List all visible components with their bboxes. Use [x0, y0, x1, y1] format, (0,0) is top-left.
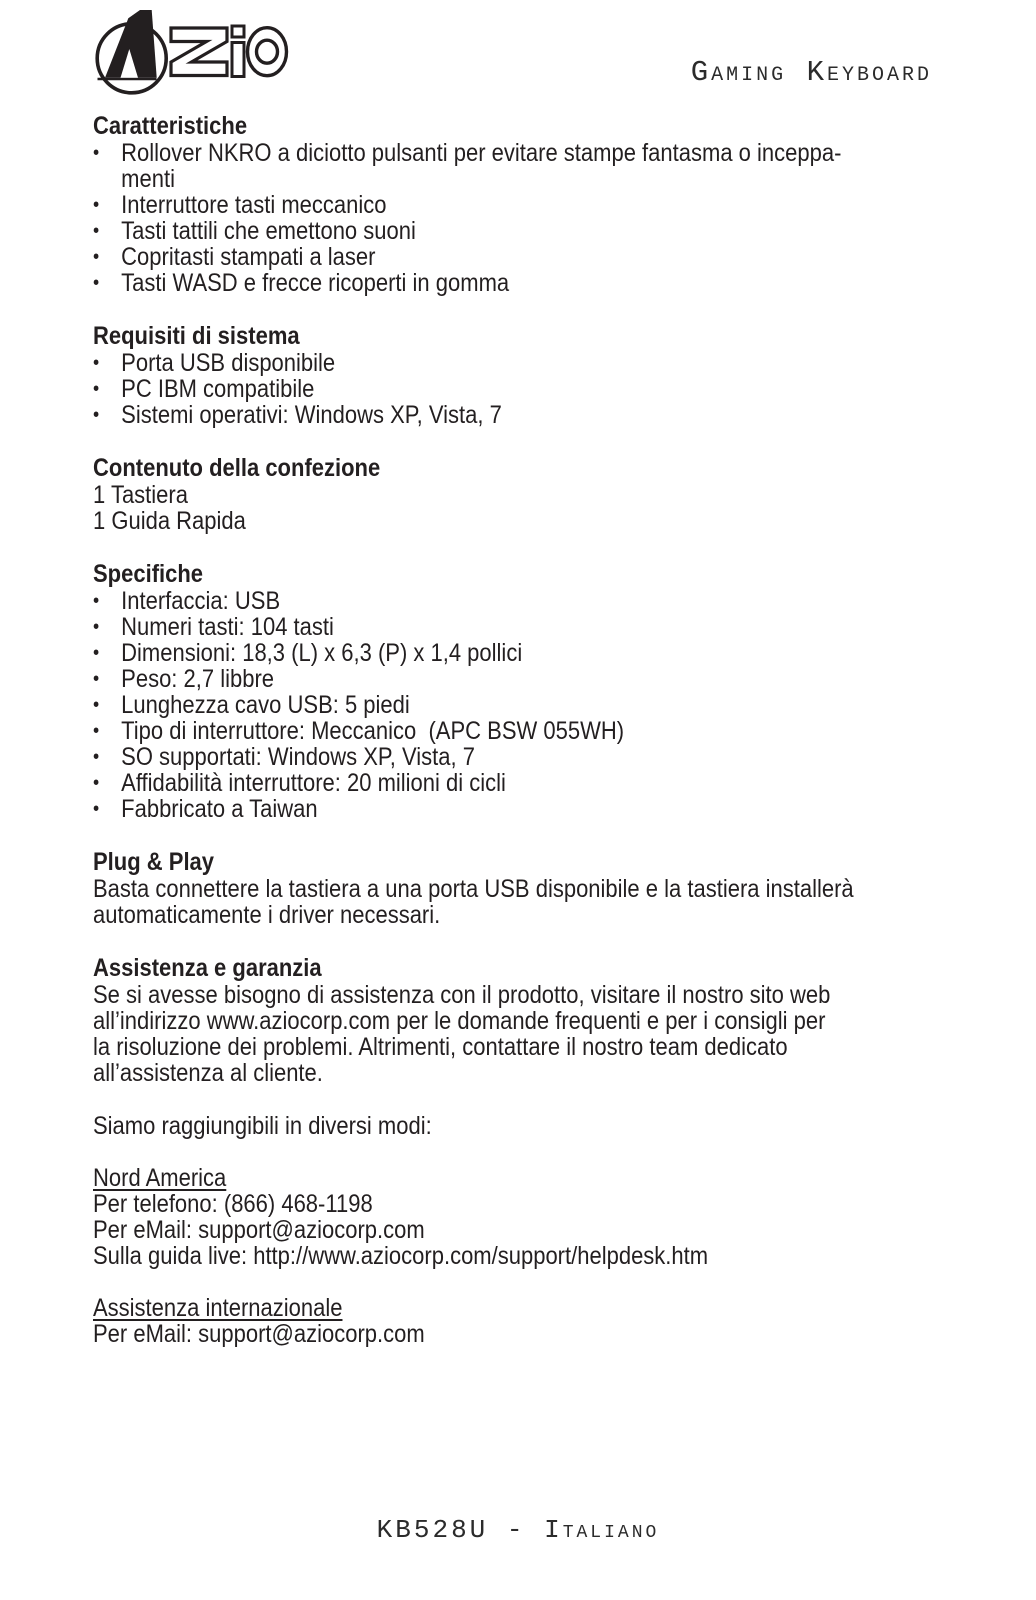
bullet-icon: • [93, 378, 100, 400]
text-line: Tasti WASD e frecce ricoperti in gomma [121, 269, 510, 297]
bullet-item [93, 270, 933, 296]
bullet-text [121, 402, 932, 428]
text-line: Peso: 2,7 libbre [121, 665, 275, 693]
text-line: Copritasti stampati a laser [121, 243, 376, 271]
bullet-text [121, 770, 932, 796]
text-line: Per telefono: (866) 468-1198 [93, 1190, 373, 1218]
section-title: Specifiche [93, 560, 204, 588]
bullet-item [93, 402, 933, 428]
text-line: Tipo di interruttore: Meccanico (APC BSW 055WH) [121, 717, 625, 745]
bullet-icon: • [93, 720, 100, 742]
section-title: Contenuto della confezione [93, 454, 381, 482]
text-line: Basta connettere la tastiera a una porta USB disponibile e la tastiera installerà [93, 875, 854, 903]
section-contenuto [93, 455, 933, 534]
bullet-item [93, 692, 933, 718]
bullet-icon: • [93, 272, 100, 294]
text-line: Tasti tattili che emettono suoni [121, 217, 416, 245]
bullet-item [93, 244, 933, 270]
bullet-item [93, 192, 933, 218]
text-line: Se si avesse bisogno di assistenza con il prodotto, visitare il nostro sito web [93, 981, 831, 1009]
bullet-text [121, 218, 932, 244]
bullet-icon: • [93, 352, 100, 374]
text-line: Dimensioni: 18,3 (L) x 6,3 (P) x 1,4 pollici [121, 639, 523, 667]
section-caratteristiche [93, 113, 933, 296]
document-body [93, 113, 933, 1347]
section-title: Requisiti di sistema [93, 322, 300, 350]
text-line: SO supportati: Windows XP, Vista, 7 [121, 743, 475, 771]
section-title: Plug & Play [93, 848, 215, 876]
logo-letter-o-outer [248, 28, 287, 76]
bullet-text [121, 588, 932, 614]
bullet-icon: • [93, 404, 100, 426]
text-line: all’indirizzo www.aziocorp.com per le domande frequenti e per i consigli per [93, 1007, 826, 1035]
bullet-item [93, 718, 933, 744]
bullet-item [93, 744, 933, 770]
bullet-icon: • [93, 220, 100, 242]
contact-group-title: Assistenza internazionale [93, 1294, 343, 1322]
bullet-icon: • [93, 142, 100, 164]
logo-letter-z [171, 28, 227, 76]
bullet-icon: • [93, 616, 100, 638]
text-line: Interruttore tasti meccanico [121, 191, 387, 219]
bullet-item [93, 640, 933, 666]
text-line: Rollover NKRO a diciotto pulsanti per evitare stampe fantasma o inceppa- [121, 139, 842, 167]
contact-group-title: Nord America [93, 1164, 227, 1192]
bullet-text [121, 692, 932, 718]
text-line: Sistemi operativi: Windows XP, Vista, 7 [121, 401, 502, 429]
text-line: Interfaccia: USB [121, 587, 281, 615]
bullet-item [93, 350, 933, 376]
text-line: Numeri tasti: 104 tasti [121, 613, 334, 641]
text-line: Affidabilità interruttore: 20 milioni di cicli [121, 769, 506, 797]
text-line: Sulla guida live: http://www.aziocorp.com/support/helpdesk.htm [93, 1242, 709, 1270]
page-footer-model-label: KB528U - Italiano [376, 1515, 660, 1545]
bullet-text [121, 244, 932, 270]
bullet-item [93, 770, 933, 796]
section-requisiti [93, 323, 933, 428]
bullet-item [93, 614, 933, 640]
bullet-icon: • [93, 642, 100, 664]
bullet-text [121, 614, 932, 640]
bullet-text [121, 640, 932, 666]
contact-group-international [93, 1295, 933, 1347]
text-line: menti [121, 165, 175, 193]
text-line: 1 Tastiera [93, 481, 188, 509]
text-line: Fabbricato a Taiwan [121, 795, 318, 823]
bullet-text [121, 718, 932, 744]
text-line: Lunghezza cavo USB: 5 piedi [121, 691, 410, 719]
bullet-icon: • [93, 194, 100, 216]
bullet-icon: • [93, 246, 100, 268]
text-line: la risoluzione dei problemi. Altrimenti, contattare il nostro team dedicato [93, 1033, 788, 1061]
logo-letter-i-stem [232, 43, 244, 77]
text-line: automaticamente i driver necessari. [93, 901, 441, 929]
contact-intro: Siamo raggiungibili in diversi modi: [93, 1112, 432, 1140]
bullet-icon: • [93, 746, 100, 768]
bullet-icon: • [93, 798, 100, 820]
bullet-text [121, 796, 932, 822]
logo-letter-i-dot [232, 26, 244, 37]
azio-logo [85, 5, 290, 100]
bullet-icon: • [93, 694, 100, 716]
bullet-icon: • [93, 668, 100, 690]
text-line: all’assistenza al cliente. [93, 1059, 323, 1087]
bullet-item [93, 666, 933, 692]
bullet-text [121, 192, 932, 218]
text-line: PC IBM compatibile [121, 375, 315, 403]
bullet-item [93, 218, 933, 244]
bullet-text [121, 140, 932, 192]
bullet-text [121, 270, 932, 296]
bullet-icon: • [93, 590, 100, 612]
section-title: Assistenza e garanzia [93, 954, 322, 982]
bullet-text [121, 350, 932, 376]
text-line: Per eMail: support@aziocorp.com [93, 1320, 425, 1348]
section-plug-play [93, 849, 933, 928]
text-line: 1 Guida Rapida [93, 507, 246, 535]
text-line: Per eMail: support@aziocorp.com [93, 1216, 425, 1244]
document-title: Gaming Keyboard [690, 56, 932, 89]
contact-block [93, 1113, 933, 1347]
logo-letter-o-inner [257, 40, 278, 63]
bullet-item [93, 376, 933, 402]
bullet-icon: • [93, 772, 100, 794]
sections-container [93, 113, 933, 1086]
section-assistenza [93, 955, 933, 1086]
bullet-item [93, 796, 933, 822]
section-title: Caratteristiche [93, 112, 248, 140]
text-line: Porta USB disponibile [121, 349, 336, 377]
bullet-text [121, 376, 932, 402]
bullet-text [121, 666, 932, 692]
bullet-text [121, 744, 932, 770]
bullet-item [93, 588, 933, 614]
contact-group-north-america [93, 1165, 933, 1269]
section-specifiche [93, 561, 933, 822]
bullet-item [93, 140, 933, 192]
